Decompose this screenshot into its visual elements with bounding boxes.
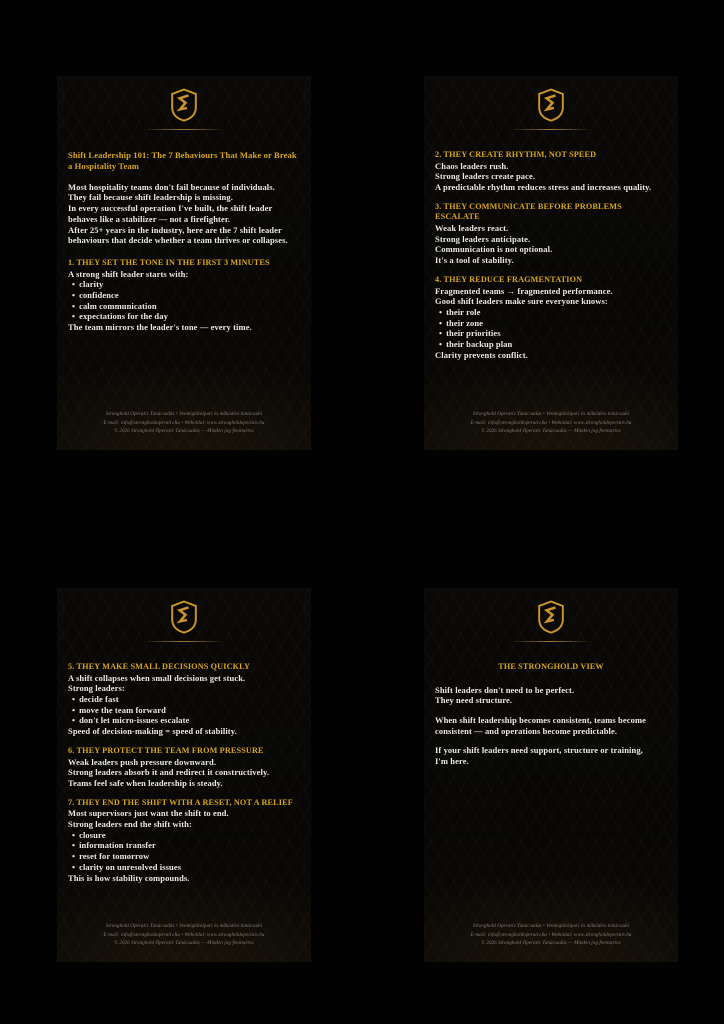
- view-heading: THE STRONGHOLD VIEW: [498, 662, 604, 671]
- view-line: I'm here.: [435, 756, 469, 767]
- bullet-item: • confidence: [68, 290, 300, 301]
- footer-line: E-mail: info@strongholdoperativ.hu • Weboldal: www.strongholdoperativ.hu: [103, 932, 265, 938]
- section-line: Weak leaders push pressure downward.: [68, 756, 217, 767]
- bullet-item: • clarity: [68, 279, 300, 290]
- footer-line: E-mail: info@strongholdoperativ.hu • Weboldal: www.strongholdoperativ.hu: [470, 420, 632, 426]
- section-line: Weak leaders react.: [435, 223, 509, 234]
- slide-footer: [65, 411, 303, 436]
- slide-4: [424, 588, 678, 962]
- section-heading: 4. THEY REDUCE FRAGMENTATION: [435, 274, 583, 284]
- slide-footer: [432, 923, 670, 948]
- section-line: Strong leaders anticipate.: [435, 233, 531, 244]
- section-line: It's a tool of stability.: [435, 255, 514, 266]
- intro-line: Most hospitality teams don't fail because of individuals.: [68, 181, 275, 192]
- divider-line: [143, 641, 225, 642]
- stronghold-shield-logo-icon: [536, 600, 566, 634]
- intro-paragraph: [68, 182, 300, 246]
- section-line: The team mirrors the leader's tone — every time.: [68, 322, 252, 333]
- footer-line: Stronghold Operatív Tanácsadás • Vendéglátóipari és működési tanácsadó: [472, 924, 630, 930]
- section-line: This is how stability compounds.: [68, 872, 190, 883]
- section-line: Strong leaders create pace.: [435, 171, 536, 182]
- bullet-item: • their priorities: [435, 328, 667, 339]
- section-4: [435, 275, 667, 361]
- section-line: Communication is not optional.: [435, 244, 553, 255]
- divider-line: [143, 129, 225, 130]
- section-1: [68, 258, 300, 333]
- bullet-item: • don't let micro-issues escalate: [68, 715, 300, 726]
- slide-footer: [65, 923, 303, 948]
- intro-line: After 25+ years in the industry, here are the 7 shift leader behaviours that decide whether a team thrives or collapses.: [68, 224, 288, 246]
- section-6: [68, 746, 300, 789]
- view-line: Shift leaders don't need to be perfect.: [435, 684, 575, 695]
- section-line: Strong leaders absorb it and redirect it constructively.: [68, 767, 270, 778]
- section-heading: 7. THEY END THE SHIFT WITH A RESET, NOT A RELIEF: [68, 797, 293, 807]
- section-7: [68, 798, 300, 884]
- stronghold-shield-logo-icon: [169, 600, 199, 634]
- section-heading: 6. THEY PROTECT THE TEAM FROM PRESSURE: [68, 745, 264, 755]
- view-line: If your shift leaders need support, structure or training,: [435, 745, 643, 756]
- view-line: When shift leadership becomes consistent, teams become consistent — and operations become predictable.: [435, 715, 647, 736]
- section-line: Chaos leaders rush.: [435, 160, 509, 171]
- footer-line: © 2026 Stronghold Operatív Tanácsadás — Minden jog fenntartva: [114, 940, 254, 946]
- section-line: Teams feel safe when leadership is steady.: [68, 777, 223, 788]
- view-line: They need structure.: [435, 695, 513, 706]
- bullet-item: • clarity on unresolved issues: [68, 862, 300, 873]
- section-line: Speed of decision-making = speed of stability.: [68, 726, 237, 737]
- divider-line: [510, 641, 592, 642]
- section-line: A shift collapses when small decisions get stuck.: [68, 672, 246, 683]
- section-3: [435, 202, 667, 266]
- section-line: Most supervisors just want the shift to end.: [68, 808, 229, 819]
- bullet-item: • their zone: [435, 318, 667, 329]
- section-heading: 5. THEY MAKE SMALL DECISIONS QUICKLY: [68, 662, 251, 671]
- slide-3: [57, 588, 311, 962]
- slide-1: [57, 76, 311, 450]
- section-2: [435, 150, 667, 193]
- section-heading: 3. THEY COMMUNICATE BEFORE PROBLEMS ESCALATE: [435, 201, 622, 222]
- section-line: A predictable rhythm reduces stress and increases quality.: [435, 182, 652, 193]
- view-paragraph: [435, 745, 667, 766]
- bullet-item: • their role: [435, 307, 667, 318]
- bullet-item: • their backup plan: [435, 339, 667, 350]
- bullet-item: • decide fast: [68, 694, 300, 705]
- footer-line: Stronghold Operatív Tanácsadás • Vendéglátóipari és működési tanácsadó: [105, 412, 263, 418]
- bullet-item: • reset for tomorrow: [68, 851, 300, 862]
- section-line: Strong leaders:: [68, 683, 125, 694]
- intro-line: In every successful operation I've built, the shift leader behaves like a stabilizer — not a firefighter.: [68, 203, 273, 224]
- footer-line: Stronghold Operatív Tanácsadás • Vendéglátóipari és működési tanácsadó: [472, 412, 630, 418]
- section-line: Fragmented teams → fragmented performance.: [435, 285, 613, 296]
- section-5: [68, 662, 300, 737]
- bullet-item: • closure: [68, 830, 300, 841]
- bullet-item: • expectations for the day: [68, 311, 300, 322]
- bullet-item: • information transfer: [68, 840, 300, 851]
- section-line: Good shift leaders make sure everyone knows:: [435, 296, 608, 307]
- footer-line: E-mail: info@strongholdoperativ.hu • Weboldal: www.strongholdoperativ.hu: [103, 420, 265, 426]
- slide-title: Shift Leadership 101: The 7 Behaviours That Make or Break a Hospitality Team: [68, 150, 297, 172]
- section-heading: 2. THEY CREATE RHYTHM, NOT SPEED: [435, 150, 597, 159]
- section-heading: 1. THEY SET THE TONE IN THE FIRST 3 MINUTES: [68, 257, 270, 267]
- section-line: Clarity prevents conflict.: [435, 349, 528, 360]
- footer-line: © 2026 Stronghold Operatív Tanácsadás — Minden jog fenntartva: [114, 428, 254, 434]
- stronghold-shield-logo-icon: [169, 88, 199, 122]
- footer-line: © 2026 Stronghold Operatív Tanácsadás — Minden jog fenntartva: [481, 428, 621, 434]
- slide-footer: [432, 411, 670, 436]
- section-line: Strong leaders end the shift with:: [68, 819, 192, 829]
- stronghold-shield-logo-icon: [536, 88, 566, 122]
- view-paragraph: [435, 685, 667, 706]
- section-line: A strong shift leader starts with:: [68, 268, 189, 279]
- bullet-item: • calm communication: [68, 301, 300, 312]
- bullet-item: • move the team forward: [68, 705, 300, 716]
- footer-line: Stronghold Operatív Tanácsadás • Vendéglátóipari és működési tanácsadó: [105, 924, 263, 930]
- slide-2: [424, 76, 678, 450]
- footer-line: © 2026 Stronghold Operatív Tanácsadás — Minden jog fenntartva: [481, 940, 621, 946]
- footer-line: E-mail: info@strongholdoperativ.hu • Weboldal: www.strongholdoperativ.hu: [470, 932, 632, 938]
- view-paragraph: [435, 715, 667, 736]
- divider-line: [510, 129, 592, 130]
- intro-line: They fail because shift leadership is missing.: [68, 192, 233, 203]
